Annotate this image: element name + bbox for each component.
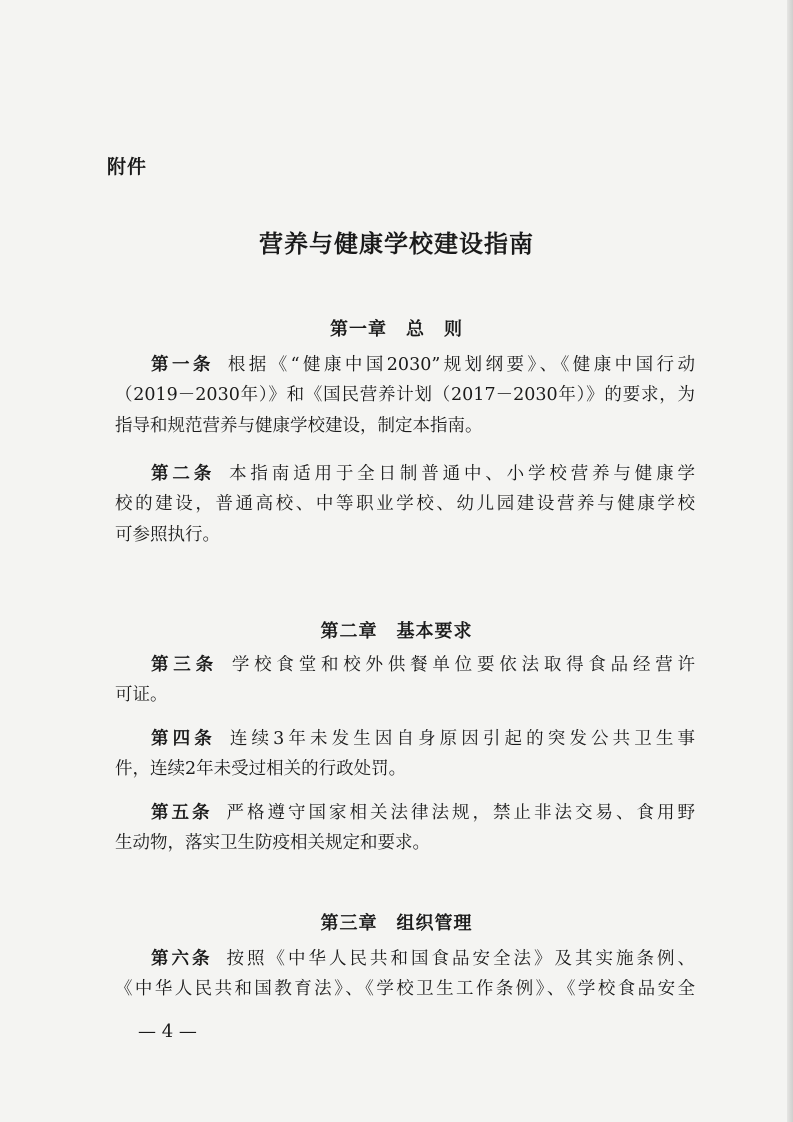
article-line: 生动物，落实卫生防疫相关规定和要求。 xyxy=(115,833,430,854)
article xyxy=(115,724,695,785)
article-label: 第四条 xyxy=(151,729,216,749)
chapter-heading: 第一章 总 则 xyxy=(330,319,463,340)
article-line: 指导和规范营养与健康学校建设，制定本指南。 xyxy=(115,415,483,436)
article xyxy=(115,650,695,711)
document-title: 营养与健康学校建设指南 xyxy=(259,229,534,258)
article xyxy=(115,798,695,859)
article xyxy=(115,944,695,1005)
article-line: 校的建设，普通高校、中等职业学校、幼儿园建设营养与健康学校 xyxy=(115,494,695,515)
scan-edge xyxy=(787,0,793,1122)
article-text: 学校食堂和校外供餐单位要依法取得食品经营许 xyxy=(231,655,696,675)
article-line: 可参照执行。 xyxy=(115,524,220,545)
article-line xyxy=(115,350,695,380)
chapter-heading: 第二章 基本要求 xyxy=(320,621,473,642)
article-line: 《中华人民共和国教育法》、《学校卫生工作条例》、《学校食品安全 xyxy=(115,979,695,1000)
article-label: 第三条 xyxy=(151,655,218,675)
article-label: 第六条 xyxy=(151,949,213,969)
article-line xyxy=(115,798,695,828)
attachment-label: 附件 xyxy=(107,156,148,178)
article-line: 可证。 xyxy=(115,685,168,706)
article-line xyxy=(115,944,695,974)
article-line xyxy=(115,724,695,754)
article-line: （2019－2030年）》和《国民营养计划（2017－2030年）》的要求，为 xyxy=(115,385,695,406)
article-text: 本指南适用于全日制普通中、小学校营养与健康学 xyxy=(229,464,695,484)
article-label: 第二条 xyxy=(151,464,216,484)
article xyxy=(115,459,695,550)
article-label: 第一条 xyxy=(151,355,214,375)
page-number: — 4 — xyxy=(138,1021,197,1042)
article xyxy=(115,350,695,441)
chapter-heading: 第三章 组织管理 xyxy=(320,913,473,934)
article-label: 第五条 xyxy=(151,803,213,823)
article-line: 件，连续2年未受过相关的行政处罚。 xyxy=(115,759,407,780)
article-text: 连续3年未发生因自身原因引起的突发公共卫生事 xyxy=(229,729,695,749)
article-text: 根据《“健康中国2030”规划纲要》、《健康中国行动 xyxy=(227,355,695,375)
article-line xyxy=(115,650,695,680)
article-text: 按照《中华人民共和国食品安全法》及其实施条例、 xyxy=(226,949,695,969)
article-line xyxy=(115,459,695,489)
article-text: 严格遵守国家相关法律法规，禁止非法交易、食用野 xyxy=(226,803,695,823)
